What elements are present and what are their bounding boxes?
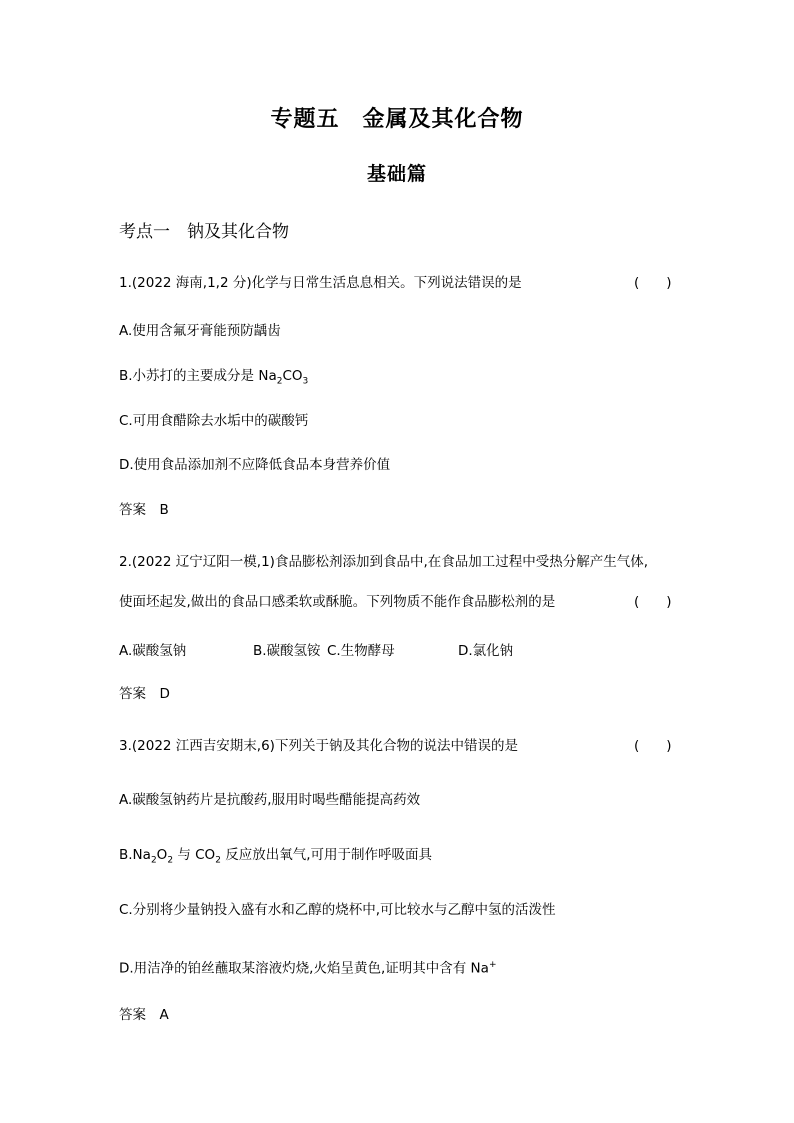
question-2-answer-blank: ( ) xyxy=(634,594,672,610)
question-3-option-c: C.分别将少量钠投入盛有水和乙醇的烧杯中,可比较水与乙醇中氢的活泼性 xyxy=(119,902,556,918)
question-3-option-b-text: O xyxy=(156,847,168,863)
question-1-option-b-text: B.小苏打的主要成分是 Na xyxy=(119,368,277,384)
question-2-answer: 答案 D xyxy=(119,686,170,702)
question-1-option-a: A.使用含氟牙膏能预防龋齿 xyxy=(119,323,281,339)
question-3-option-b-text: 反应放出氧气,可用于制作呼吸面具 xyxy=(220,847,433,863)
question-1-option-b-text: CO xyxy=(282,368,303,384)
question-2-option-d: D.氯化钠 xyxy=(458,643,514,659)
subscript: 2 xyxy=(150,855,157,866)
subscript: 2 xyxy=(215,855,221,866)
question-3-option-a: A.碳酸氢钠药片是抗酸药,服用时喝些醋能提高药效 xyxy=(119,792,421,808)
question-3-answer: 答案 A xyxy=(119,1007,169,1023)
question-3-option-d-text: D.用洁净的铂丝蘸取某溶液灼烧,火焰呈黄色,证明其中含有 Na xyxy=(119,960,489,977)
question-3-answer-blank: ( ) xyxy=(634,738,672,754)
subscript: 3 xyxy=(302,376,309,387)
question-1-answer: 答案 B xyxy=(119,502,169,518)
question-1-option-c: C.可用食醋除去水垢中的碳酸钙 xyxy=(119,413,309,429)
question-3-option-b-text: 与 CO xyxy=(173,847,216,863)
superscript: + xyxy=(488,960,497,970)
question-1-stem: 1.(2022 海南,1,2 分)化学与日常生活息息相关。下列说法错误的是 xyxy=(119,275,522,291)
question-3-option-b-text: B.Na xyxy=(119,847,151,863)
question-1-option-b xyxy=(119,366,308,392)
question-3-option-d xyxy=(119,955,496,979)
question-3-stem: 3.(2022 江西吉安期末,6)下列关于钠及其化合物的说法中错误的是 xyxy=(119,738,518,754)
section-heading: 考点一 钠及其化合物 xyxy=(119,222,289,242)
subscript: 2 xyxy=(167,855,174,866)
question-2-option-a: A.碳酸氢钠 xyxy=(119,643,187,659)
question-1-option-d: D.使用食品添加剂不应降低食品本身营养价值 xyxy=(119,457,391,473)
question-2-stem-line-2: 使面坯起发,做出的食品口感柔软或酥脆。下列物质不能作食品膨松剂的是 xyxy=(119,594,556,610)
page-title: 专题五 金属及其化合物 xyxy=(270,107,524,132)
page-subtitle: 基础篇 xyxy=(366,163,427,185)
subscript: 2 xyxy=(276,376,283,387)
question-1-answer-blank: ( ) xyxy=(634,275,672,291)
question-2-option-b: B.碳酸氢铵 xyxy=(253,643,321,659)
question-2-option-c: C.生物酵母 xyxy=(327,643,395,659)
question-2-stem-line-1: 2.(2022 辽宁辽阳一模,1)食品膨松剂添加到食品中,在食品加工过程中受热分解产生气体, xyxy=(119,554,649,570)
question-3-option-b xyxy=(119,845,432,871)
